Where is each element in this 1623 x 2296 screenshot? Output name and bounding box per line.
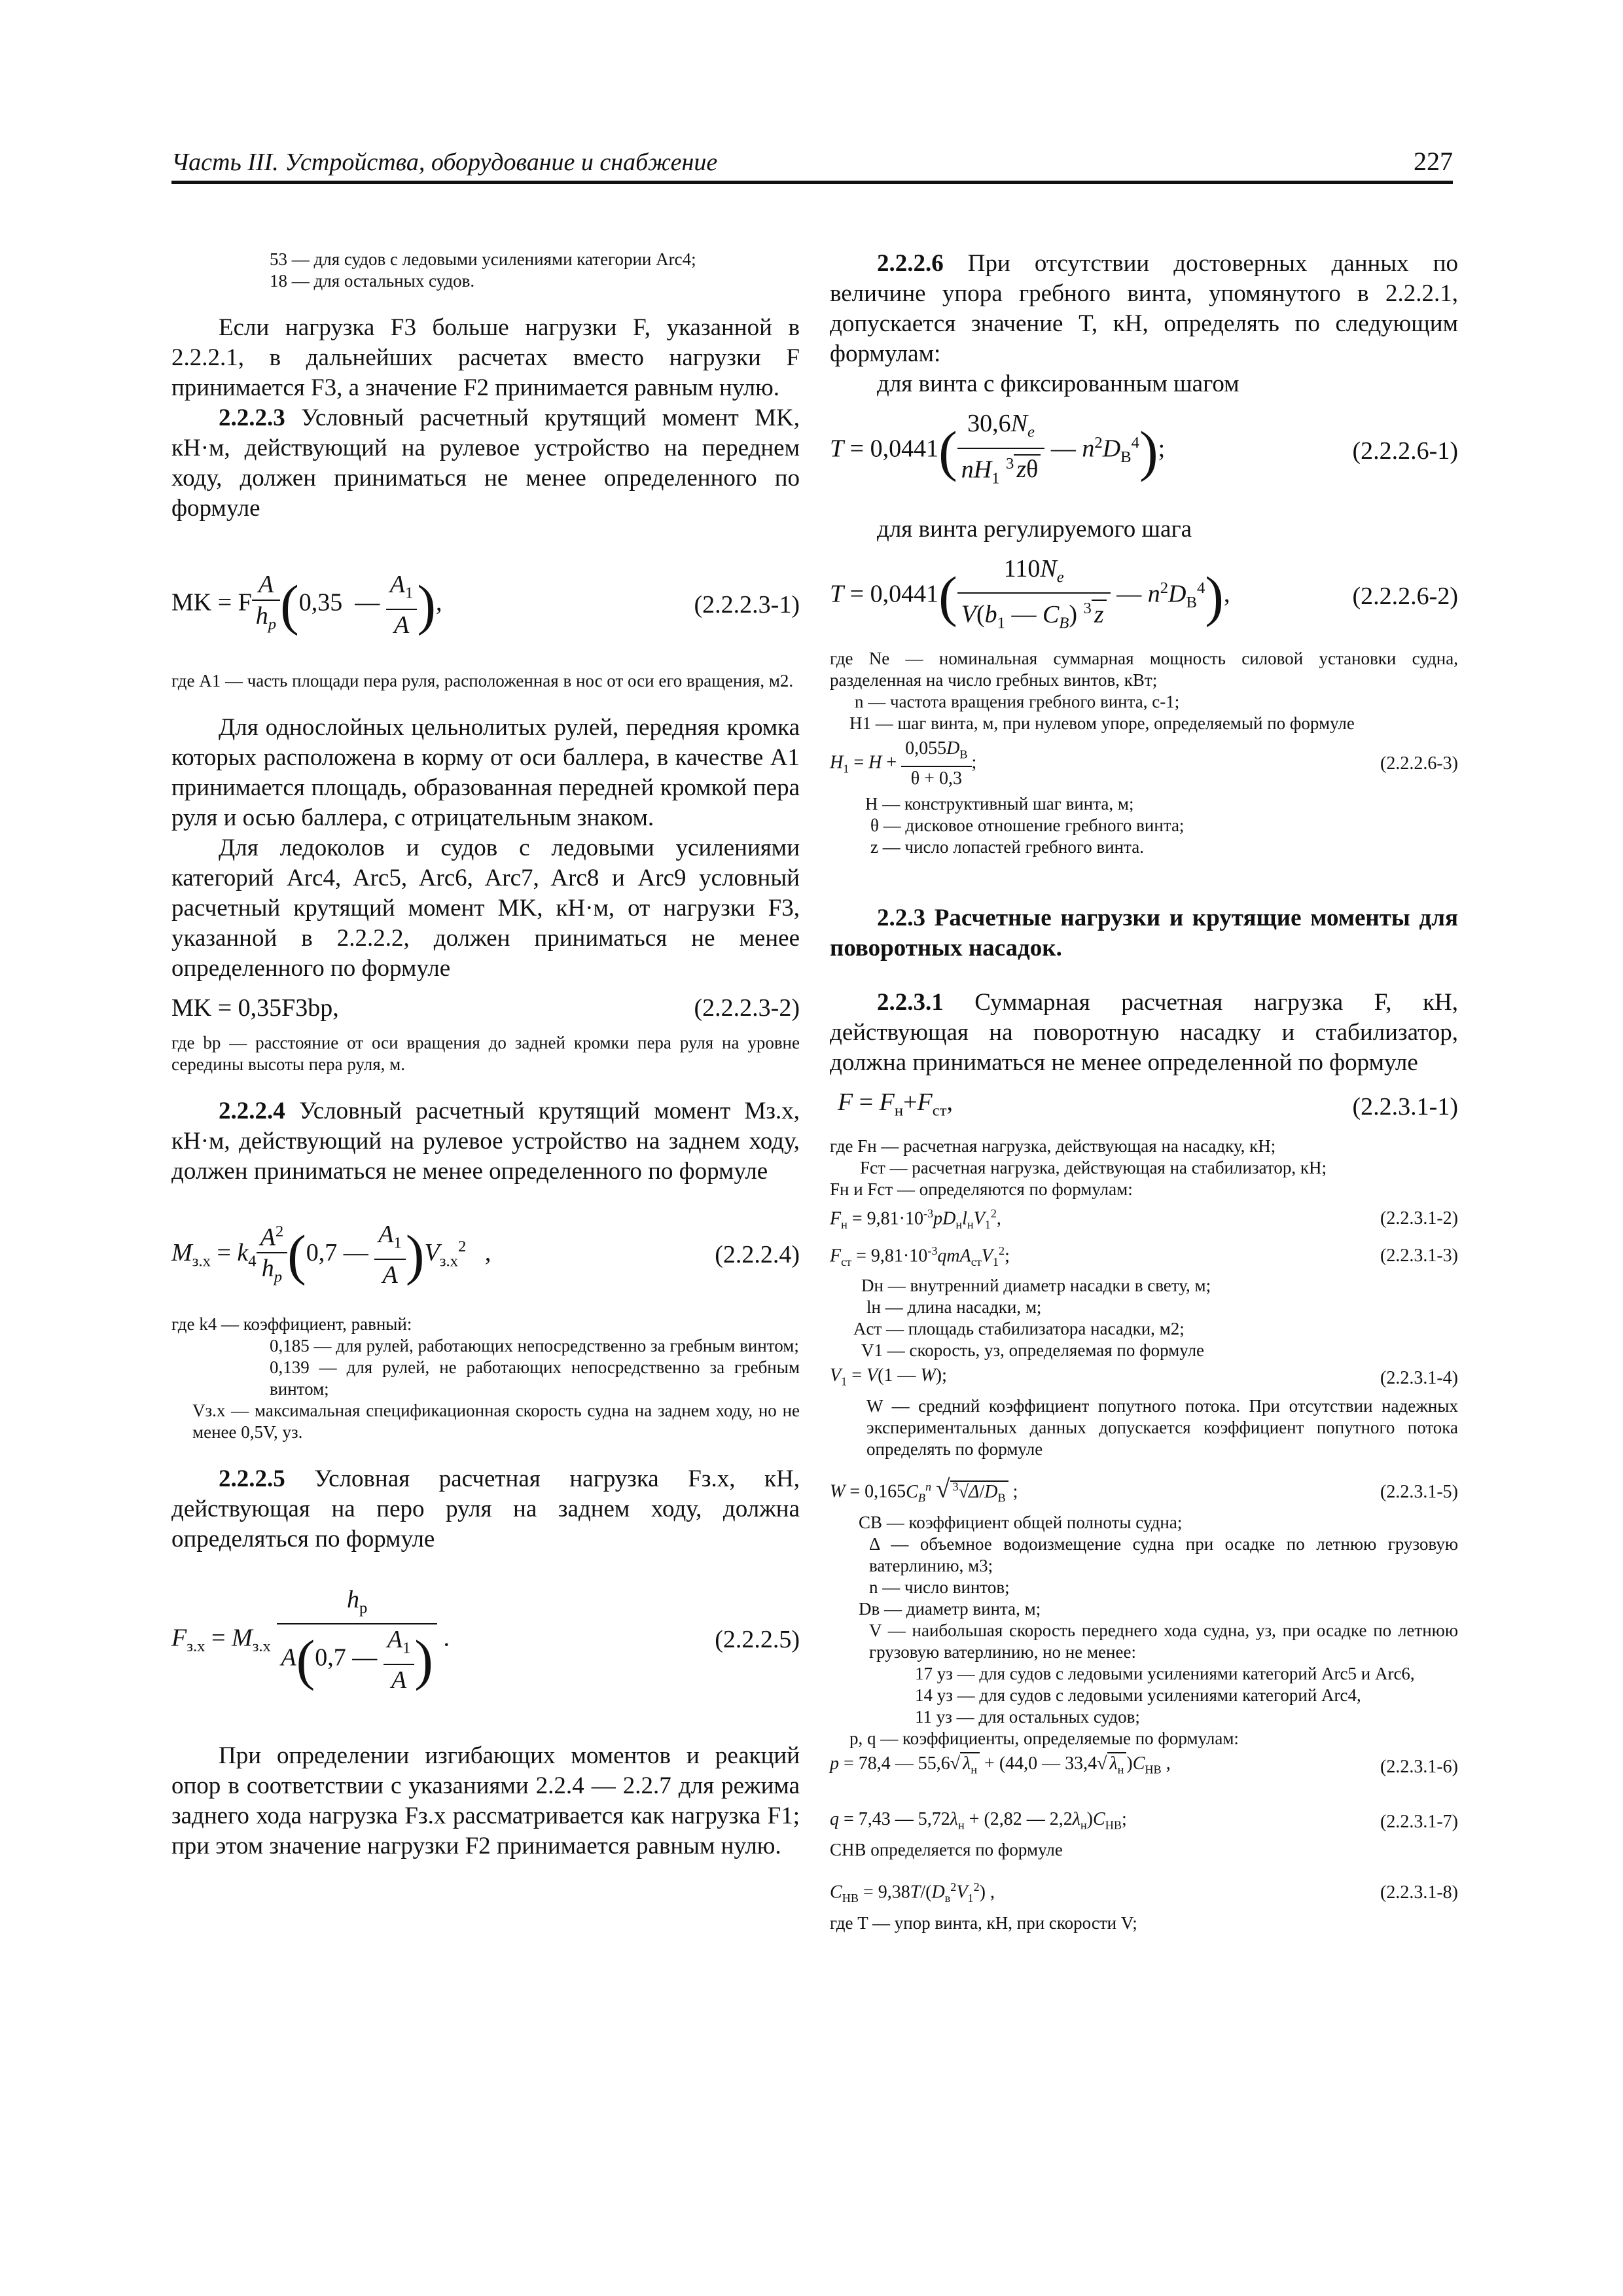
where-t: где T — упор винта, кН, при скорости V; [830,1913,1137,1933]
left-column [171,249,800,1861]
formula-number: (2.2.2.6-1) [1352,437,1458,465]
where-k4-139: 0,139 — для рулей, не работающих непосредственно за гребным винтом; [270,1357,800,1399]
where-a1: где A1 — часть площади пера руля, расположенная в нос от оси его вращения, м2. [171,670,794,691]
clause-text: При отсутствии достоверных данных по величине упора гребного винта, упомянутого в 2.2.2.1, допускается значение T, кН, определять по следующим формулам: [830,250,1459,367]
formula-2-2-2-5: $F_{з.х} = M_{з.х}$ $h_p$ A(0,7 — $\frac{A_1}{A}$ ) . (2.2.2.5) [171,1585,800,1695]
where-v1: V1 — скорость, уз, определяемая по формуле [861,1340,1205,1360]
where-z: z — число лопастей гребного винта. [870,837,1144,857]
where-ln: lн — длина насадки, м; [866,1297,1042,1317]
where-h: H — конструктивный шаг винта, м; [865,794,1134,814]
paragraph-icebreakers: Для ледоколов и судов с ледовыми усилениями категорий Arc4, Arc5, Arc6, Arc7, Arc8 и Arc9 условный расчетный крутящий момент MK, кН·м, от нагрузки F3, указанной в 2.2.2.2, должен приниматься не менее определенного по формуле [171,834,800,982]
paragraph-2-2-2-3 [171,403,800,524]
where-ast: Aст — площадь стабилизатора насадки, м2; [853,1318,1185,1338]
where-block-thrust [830,648,1458,734]
where-both: Fн и Fст — определяются по формулам: [830,1179,1133,1199]
clause-text: Условный расчетный крутящий момент Mз.х, кН·м, действующий на рулевое устройство на заднем ходу, должен приниматься не менее определенного по формуле [171,1097,800,1185]
paragraph-2-2-2-6 [830,249,1458,369]
where-block-pitch [830,793,1458,858]
where-nv: n — число винтов; [869,1577,1010,1598]
formula-number: (2.2.3.1-4) [1380,1368,1458,1389]
formula-2-2-2-6-3: $H_1 = H$ + $\frac{0,055D_В}{\theta + 0,3}$ ; (2.2.2.6-3) [830,738,1458,789]
label-adjustable-pitch: для винта регулируемого шага [877,515,1192,543]
where-17: 17 уз — для судов с ледовыми усилениями категорий Arc5 и Arc6, [915,1664,1415,1684]
clause-number: 2.2.2.3 [219,404,285,431]
formula-number: (2.2.2.3-1) [694,590,800,619]
formula-number: (2.2.3.1-6) [1380,1756,1458,1777]
note-18: 18 — для остальных судов. [270,271,475,291]
where-h1: H1 — шаг винта, м, при нулевом упоре, определяемый по формуле [849,713,1355,733]
formula-2-2-3-1-2: $F_н = 9,81\cdot 10^{-3}pD_нl_нV_1^2$, (2.2.3.1-2) [830,1206,1458,1231]
clause-text: Суммарная расчетная нагрузка F, кН, действующая на поворотную насадку и стабилизатор, должна приниматься не менее определенной по формуле [830,989,1459,1077]
formula-2-2-2-6-2: T = 0,0441( $\frac{110N_e}{V(b_1 — C_B) ^3 z}$ — $n^2D_В^4$), (2.2.2.6-2) [830,554,1458,632]
where-block-nozzle [830,1136,1458,1200]
formula-number: (2.2.3.1-3) [1380,1246,1458,1266]
formula-2-2-3-1-5: $W = 0,165C_B^n$ √ $^3√\Delta/D_В$ ; (2.2.3.1-5) [830,1475,1458,1505]
formula-2-2-3-1-8: $C_{НВ} = 9,38T/(D_в^2V_1^2)$ , (2.2.3.1-8) [830,1880,1458,1905]
paragraph-2-2-2-4 [171,1096,800,1187]
clause-number: 2.2.2.6 [877,250,944,277]
paragraph-2-2-3-1 [830,988,1458,1078]
list-continuation [171,249,800,292]
formula-2-2-3-1-1: $F = F_н+F_{ст}$, (2.2.3.1-1) [838,1088,1458,1121]
clause-number: 2.2.2.4 [219,1097,285,1124]
formula-2-2-2-3-1: MK = F $\frac{A}{h_p}$ (0,35 — $\frac{A_1}{A}$ ), (2.2.2.3-1) [171,571,800,639]
clause-number: 2.2.2.5 [219,1465,285,1492]
clause-number: 2.2.3.1 [877,989,944,1016]
formula-number: (2.2.2.3-2) [694,994,800,1022]
paragraph-single-layer: Для однослойных цельнолитых рулей, передняя кромка которых расположена в корму от оси баллера, в качестве A1 принимается площадь, образованная передней кромкой пера руля и осью баллера, с отрицательным знаком. [171,713,800,831]
formula-2-2-2-4: $M_{з.х} = k_4$ $\frac{A^2}{h_p}$ (0,7 — $\frac{A_1}{A}$ )$V_{з.х}^2$ , (2.2.2.4) [171,1208,800,1302]
page-number: 227 [1414,147,1453,176]
where-w: W — средний коэффициент попутного потока. При отсутствии надежных экспериментальных данных допускается коэффициент попутного потока определять по формуле [866,1396,1458,1460]
formula-number: (2.2.3.1-5) [1380,1481,1458,1502]
clause-text: Условный расчетный крутящий момент MK, кН·м, действующий на рулевое устройство на переднем ходу, должен приниматься не менее определенного по формуле [171,404,800,522]
where-k4-head: где k4 — коэффициент, равный: [171,1314,412,1334]
paragraph-2-2-2-5 [171,1464,800,1554]
where-bp: где bp — расстояние от оси вращения до задней кромки пера руля на уровне середины высоты пера руля, м. [171,1032,800,1074]
formula-number: (2.2.3.1-1) [1352,1093,1458,1121]
formula-lhs: MK = F [171,588,252,617]
where-pq: p, q — коэффициенты, определяемые по формулам: [849,1729,1239,1749]
paragraph-f3: Если нагрузка F3 больше нагрузки F, указанной в 2.2.2.1, в дальнейших расчетах вместо нагрузки F принимается F3, а значение F2 принимается равным нулю. [171,314,800,401]
formula-number: (2.2.3.1-7) [1380,1812,1458,1833]
where-k4 [171,1314,800,1443]
formula-2-2-3-1-7: q = 7,43 — $5,72\lambda_н + (2,82$ — $2,2\lambda_н)C_{НВ}$; (2.2.3.1-7) [830,1805,1458,1840]
formula-2-2-3-1-6: p = 78,4 — 55,6√ $\lambda_н + (44,0$ — 33,4√ $\lambda_н$ )$C_{НВ}$ , (2.2.3.1-6) [830,1749,1458,1784]
where-block-dims [830,1275,1458,1361]
where-k4-185: 0,185 — для рулей, работающих непосредственно за гребным винтом; [270,1335,799,1355]
where-11: 11 уз — для остальных судов; [915,1707,1140,1727]
formula-2-2-3-1-4: $V_1 = V(1$ — W); (2.2.3.1-4) [830,1361,1458,1396]
formula-expr: MK = 0,35F3bp, [171,994,339,1022]
formula-2-2-2-6-1: T = 0,0441( $\frac{30,6N_e}{nH_1 ^3 z\theta}$ — $n^2D_В^4$); (2.2.2.6-1) [830,410,1458,487]
right-column [830,249,1458,1934]
formula-number: (2.2.2.6-2) [1352,582,1458,610]
label-fixed-pitch: для винта с фиксированным шагом [877,370,1240,397]
formula-number: (2.2.2.5) [715,1626,800,1654]
where-dv: Dв — диаметр винта, м; [859,1599,1041,1619]
formula-number: (2.2.3.1-2) [1380,1208,1458,1229]
where-delta: Δ — объемное водоизмещение судна при осадке по летнюю грузовую ватерлинию, м3; [869,1534,1458,1576]
where-14: 14 уз — для судов с ледовыми усилениями категорий Arc4, [915,1685,1361,1706]
section-heading-2-2-3: 2.2.3 Расчетные нагрузки и крутящие моменты для поворотных насадок. [830,905,1458,962]
running-header [171,144,1453,184]
where-dn: Dн — внутренний диаметр насадки в свету, м; [861,1275,1211,1295]
where-cb: CB — коэффициент общей полноты судна; [859,1513,1183,1533]
formula-number: (2.2.2.4) [715,1240,800,1268]
running-title: Часть III. Устройства, оборудование и снабжение [171,149,718,176]
formula-number: (2.2.3.1-8) [1380,1882,1458,1903]
chv-defined: CНВ определяется по формуле [830,1840,1063,1860]
where-n: n — частота вращения гребного винта, с-1; [855,691,1180,711]
where-fst: Fст — расчетная нагрузка, действующая на стабилизатор, кН; [860,1157,1327,1177]
where-ne: где Ne — номинальная суммарная мощность силовой установки судна, разделенная на число гребных винтов, кВт; [830,648,1458,690]
where-fn: где Fн — расчетная нагрузка, действующая на насадку, кН; [830,1136,1276,1156]
note-53: 53 — для судов с ледовыми усилениями категории Arc4; [270,249,696,269]
where-vmax: V — наибольшая скорость переднего хода судна, уз, при осадке по летнюю грузовую ватерлинию, но не менее: [869,1621,1458,1662]
clause-text: Условная расчетная нагрузка Fз.х, кН, действующая на перо руля на заднем ходу, должна определяться по формуле [171,1465,800,1552]
formula-2-2-3-1-3: $F_{ст} = 9,81\cdot 10^{-3}qmA_{ст}V_1^2$; (2.2.3.1-3) [830,1244,1458,1268]
where-block-wake [830,1512,1458,1749]
formula-2-2-2-3-2 [171,984,800,1032]
where-theta: θ — дисковое отношение гребного винта; [870,816,1185,836]
formula-number: (2.2.2.6-3) [1380,753,1458,774]
paragraph-reactions: При определении изгибающих моментов и реакций опор в соответствии с указаниями 2.2.4 — 2.2.7 для режима заднего хода нагрузка Fз.х рассматривается как нагрузка F1; при этом значение нагрузки F2 принимается равным нулю. [171,1742,800,1860]
where-vzx: Vз.х — максимальная спецификационная скорость судна на заднем ходу, но не менее 0,5V, уз. [192,1400,800,1442]
